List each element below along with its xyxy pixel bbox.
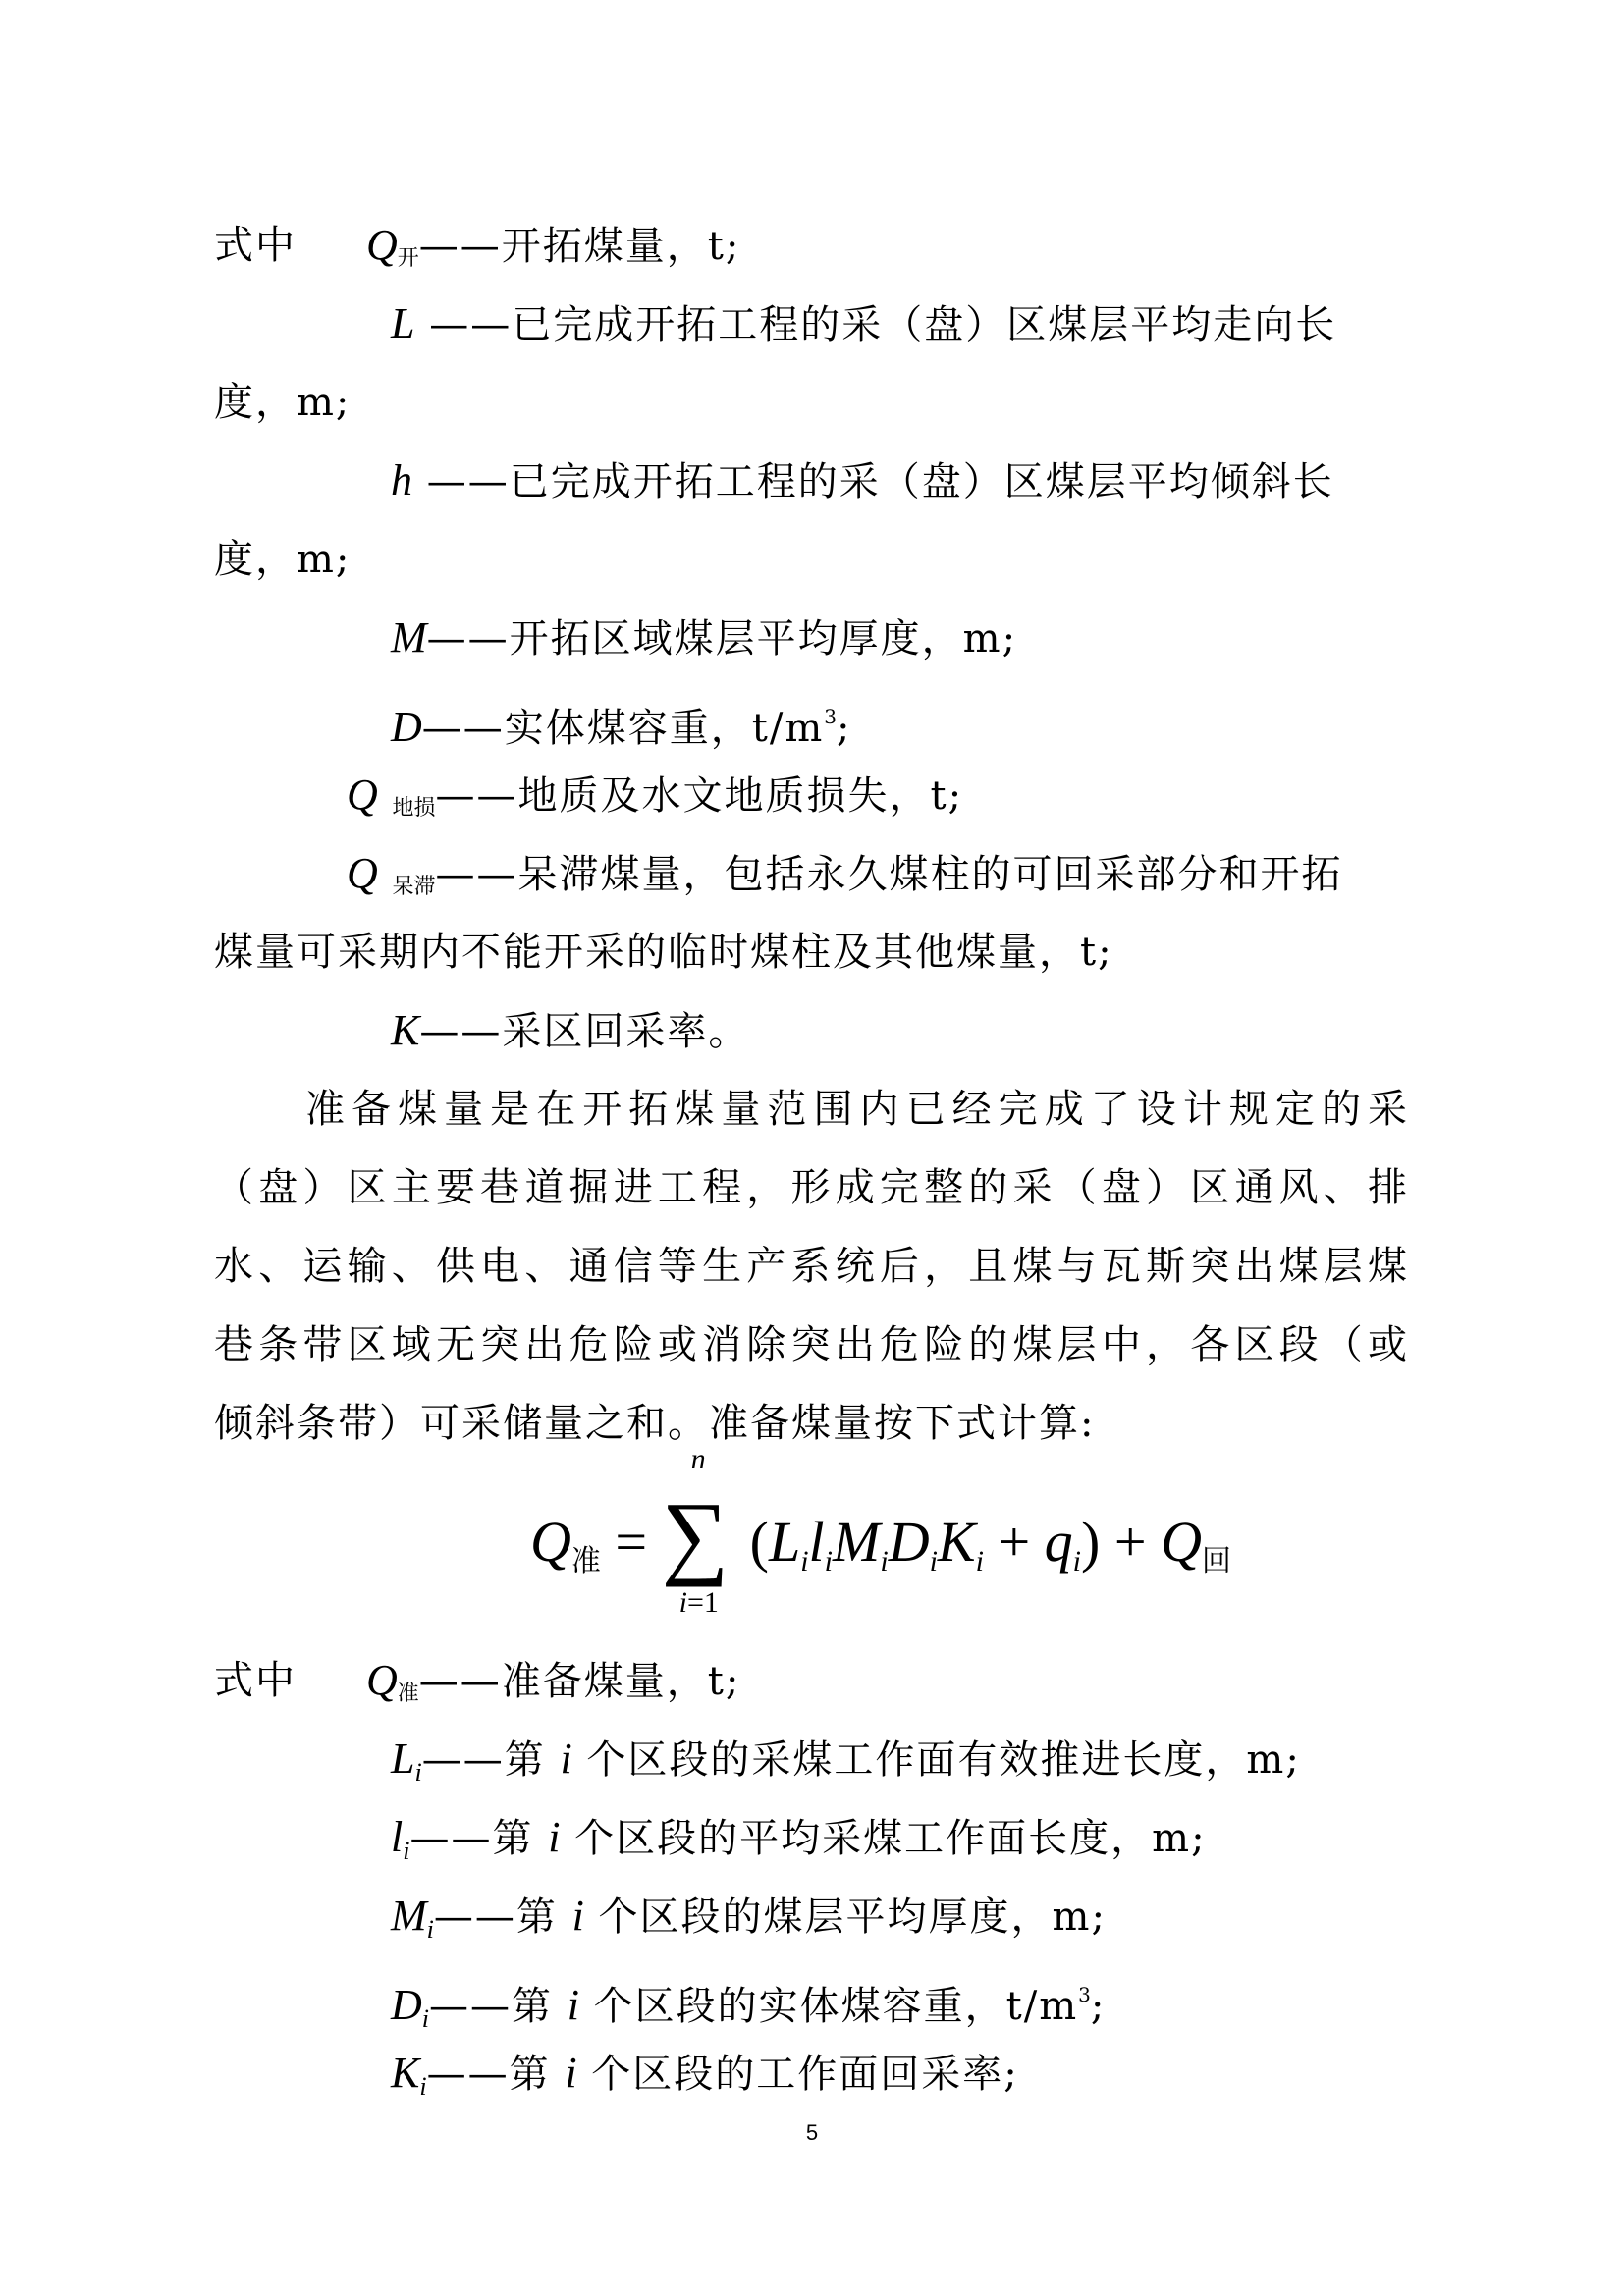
def-Li: $L_i——$第 i 个区段的采煤工作面有效推进长度，m; [391,1735,1301,1787]
summation: ∑ n i=1 [661,1443,730,1619]
def-li: $l_i——$第 i 个区段的平均采煤工作面长度，m; [391,1813,1207,1865]
def-Ki: $K_i——$第 i 个区段的工作面回采率; [391,2049,1019,2101]
def-L: L ——已完成开拓工程的采（盘）区煤层平均走向长 [391,299,1337,347]
def-L-cont: 度，m; [214,380,352,425]
paragraph-line-2: （盘）区主要巷道掘进工程，形成完整的采（盘）区通风、排 [214,1165,1409,1210]
def-K: K——采区回采率。 [391,1006,750,1054]
paragraph-line-1: 准备煤量是在开拓煤量范围内已经完成了设计规定的采 [305,1087,1409,1132]
def-q-zhun: $Q_准——$准备煤量，t; [366,1656,741,1706]
def-h: h ——已完成开拓工程的采（盘）区煤层平均倾斜长 [391,456,1334,505]
def-Di: $D_i——$第 i 个区段的实体煤容重，$t/m^3$; [391,1981,1107,2033]
def-Mi: $M_i——$第 i 个区段的煤层平均厚度，m; [391,1892,1107,1944]
paragraph-line-3: 水、运输、供电、通信等生产系统后，且煤与瓦斯突出煤层煤 [214,1244,1409,1289]
sum-lower-limit: i=1 [678,1586,719,1619]
paragraph-line-4: 巷条带区域无突出危险或消除突出危险的煤层中，各区段（或 [214,1322,1409,1367]
def-h-cont: 度，m; [214,537,352,582]
def-intro-2: 式中 [214,1658,297,1703]
formula: Q准 = ∑ n i=1 (LiliMiDiKi + qi) + Q回 [530,1443,1231,1619]
def-q-disun: Q $_{地损}$——地质及水文地质损失，t; [347,771,964,821]
def-q-daizhi-cont: 煤量可采期内不能开采的临时煤柱及其他煤量，t; [214,930,1113,975]
page-number: 5 [805,2120,819,2145]
def-q-kai: $Q_开——$开拓煤量，t; [366,221,741,271]
intro-text: 式中 [214,223,297,268]
def-intro-1 [214,222,297,269]
def-D: D——实体煤容重，$t/m^3$; [391,703,852,751]
def-q-daizhi: Q $_{呆滞}$——呆滞煤量，包括永久煤柱的可回采部分和开拓 [347,849,1343,899]
def-M: M——开拓区域煤层平均厚度，m; [391,614,1018,662]
paragraph-line-5: 倾斜条带）可采储量之和。准备煤量按下式计算: [214,1401,1096,1446]
sigma-symbol: ∑ [661,1482,730,1587]
